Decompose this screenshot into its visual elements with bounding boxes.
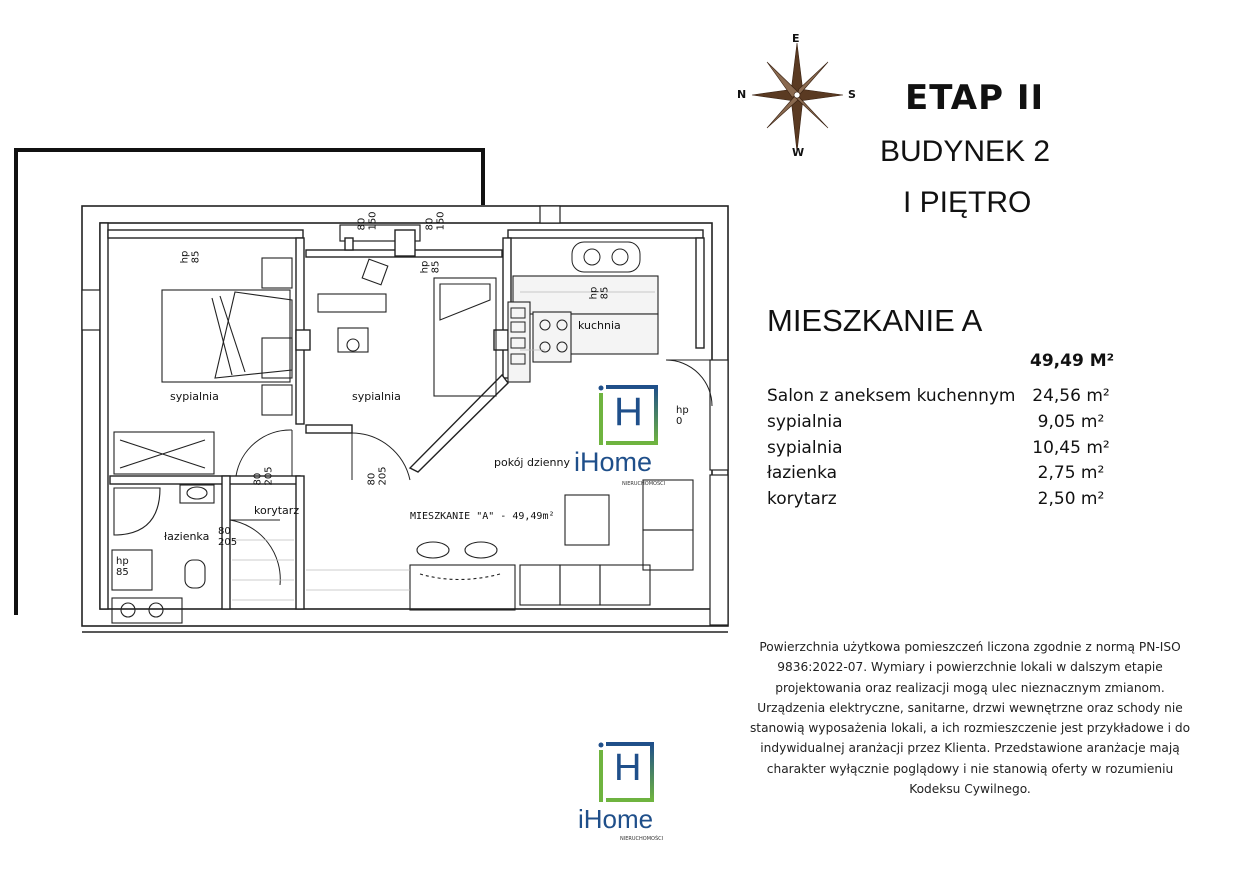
ihome-logo-brand: iHome <box>574 447 653 477</box>
ihome-logo-footer-letter: H <box>614 747 642 789</box>
plan-label-apartment: MIESZKANIE "A" - 49,49m² <box>410 511 555 522</box>
room-area: 10,45 m² <box>1032 438 1110 458</box>
building-title: BUDYNEK 2 <box>880 135 1051 168</box>
plan-label-door-3: 80 205 <box>366 466 389 486</box>
room-name: Salon z aneksem kuchennym <box>767 386 1016 406</box>
ihome-logo <box>574 385 674 495</box>
plan-label-lazienka: łazienka <box>164 530 210 543</box>
room-name: łazienka <box>767 463 838 483</box>
room-name: sypialnia <box>767 438 843 458</box>
apartment-total-area: 49,49 M² <box>1030 351 1115 371</box>
ihome-logo-footer-brand: iHome <box>578 804 654 834</box>
plan-label-sypialnia-1: sypialnia <box>170 390 219 403</box>
compass-n-label: N <box>737 88 747 101</box>
plan-label-hp85-k: hp 85 <box>588 286 611 300</box>
plan-label-door: 80 205 <box>218 526 238 548</box>
plan-label-korytarz: korytarz <box>254 504 300 517</box>
compass-w-label: W <box>792 146 805 159</box>
room-area: 9,05 m² <box>1037 412 1105 432</box>
ihome-logo-tagline: NIERUCHOMOŚCI <box>622 481 666 487</box>
plan-label-sypialnia-2: sypialnia <box>352 390 401 403</box>
plan-label-hp0: hp 0 <box>676 405 689 427</box>
plan-label-window: 80 150 <box>356 211 379 231</box>
plan-label-kuchnia: kuchnia <box>578 319 621 332</box>
apartment-title: MIESZKANIE A <box>767 303 983 338</box>
ihome-logo-footer-tagline: NIERUCHOMOŚCI <box>620 836 664 842</box>
compass-icon <box>752 43 843 152</box>
room-area: 2,50 m² <box>1037 489 1105 509</box>
room-area: 24,56 m² <box>1032 386 1110 406</box>
plan-label-hp85-b2: hp 85 <box>419 260 442 274</box>
stage-title: ETAP II <box>905 78 1045 118</box>
plan-label-hp85-b1: hp 85 <box>179 250 202 264</box>
disclaimer-text: Powierzchnia użytkowa pomieszczeń liczona zgodnie z normą PN-ISO 9836:2022-07. Wymiary i powierzchnie lokali w dalszym etapie projektowania oraz realizacji mogą ulec nieznacznym zmianom. Urządzenia elektryczne, sanitarne, drzwi wewnętrzne oraz schody nie stanowią wyposażenia lokali, a ich rozmieszczenie jest przykładowe i do indywidualnej aranżacji przez Klienta. Przedstawione aranżacje mają charakter wyłącznie poglądowy i nie stanowią oferty w rozumieniu Kodeksu Cywilnego. <box>749 640 1191 797</box>
plan-label-hp85: hp 85 <box>116 556 129 578</box>
ihome-logo-footer <box>578 742 678 852</box>
compass-e-label: E <box>792 32 800 45</box>
plan-label-door-2: 80 205 <box>252 466 275 486</box>
room-area: 2,75 m² <box>1037 463 1105 483</box>
room-name: korytarz <box>767 489 837 509</box>
floor-title: I PIĘTRO <box>903 186 1032 219</box>
plan-label-window-2: 80 150 <box>424 211 447 231</box>
ihome-logo-letter: H <box>614 390 643 434</box>
plan-label-pokoj: pokój dzienny <box>494 456 571 469</box>
compass-s-label: S <box>848 88 856 101</box>
room-name: sypialnia <box>767 412 843 432</box>
